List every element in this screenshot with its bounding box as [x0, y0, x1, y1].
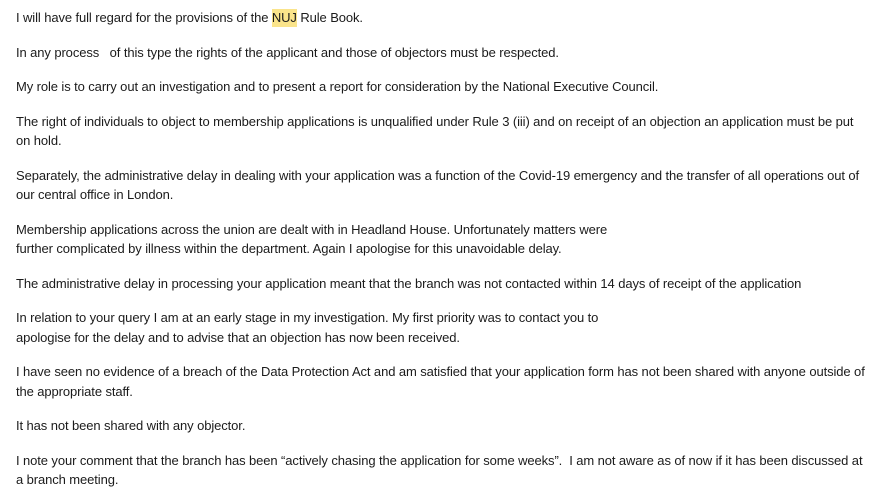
text-run: the appropriate staff.: [16, 383, 133, 399]
paragraph: [16, 8, 871, 28]
text-run: on hold.: [16, 133, 62, 148]
paragraph: [16, 451, 871, 490]
text-run: The administrative delay in processing your application meant that the branch was not contacted within 14 days of receipt of the application: [16, 275, 802, 291]
text-line: [16, 77, 871, 97]
text-line: [16, 220, 871, 240]
text-line: [16, 451, 871, 471]
text-run: further complicated by illness within the department. Again I apologise for this unavoidable delay.: [16, 241, 562, 256]
text-run: I will have full regard for the provisions of the: [16, 10, 272, 25]
paragraph: [16, 362, 871, 401]
text-run: In relation to your query I am at an early stage in my investigation. My first priority was to contact you to: [16, 310, 599, 325]
paragraph: [16, 416, 871, 436]
text-line: [16, 43, 871, 63]
text-run: a branch meeting.: [16, 472, 119, 487]
document-body: [16, 8, 871, 490]
paragraph: [16, 220, 871, 259]
text-line: [16, 185, 871, 205]
text-run: apologise for the delay and to advise that an objection has now been received.: [16, 329, 460, 345]
text-run: our central office in London.: [16, 187, 174, 202]
paragraph: [16, 166, 871, 205]
text-line: [16, 362, 871, 382]
text-run: My role is to carry out an investigation and to present a report for consideration by the National Executive Council.: [16, 79, 659, 94]
text-line: [16, 131, 871, 151]
text-run: In any process of this type the rights of the applicant and those of objectors must be respected.: [16, 44, 559, 60]
text-run: I have seen no evidence of a breach of the Data Protection Act and am satisfied that your application form has not been shared with anyone outside of: [16, 364, 865, 379]
text-line: [16, 112, 871, 132]
text-run: It has not been shared with any objector.: [16, 418, 246, 433]
text-line: [16, 239, 871, 259]
text-run: Membership applications across the union are dealt with in Headland House. Unfortunately matters were: [16, 221, 608, 237]
paragraph: [16, 274, 871, 294]
text-line: [16, 470, 871, 490]
text-line: [16, 416, 871, 436]
text-run: The right of individuals to object to membership applications is unqualified under Rule 3 (iii) and on receipt of an objection an application must be put: [16, 113, 854, 129]
text-line: [16, 274, 871, 294]
text-line: [16, 382, 871, 402]
text-run: Rule Book.: [296, 10, 363, 25]
text-line: [16, 8, 871, 28]
text-run: Separately, the administrative delay in dealing with your application was a function of the Covid-19 emergency and the transfer of all operations out of: [16, 167, 860, 183]
paragraph: [16, 43, 871, 63]
paragraph: [16, 112, 871, 151]
paragraph: [16, 308, 871, 347]
paragraph: [16, 77, 871, 97]
text-line: [16, 328, 871, 348]
highlighted-text: NUJ: [271, 10, 297, 25]
text-line: [16, 166, 871, 186]
text-run: I note your comment that the branch has been “actively chasing the application for some weeks”. I am not aware as of now if it has been discussed at: [16, 452, 863, 468]
text-line: [16, 308, 871, 328]
